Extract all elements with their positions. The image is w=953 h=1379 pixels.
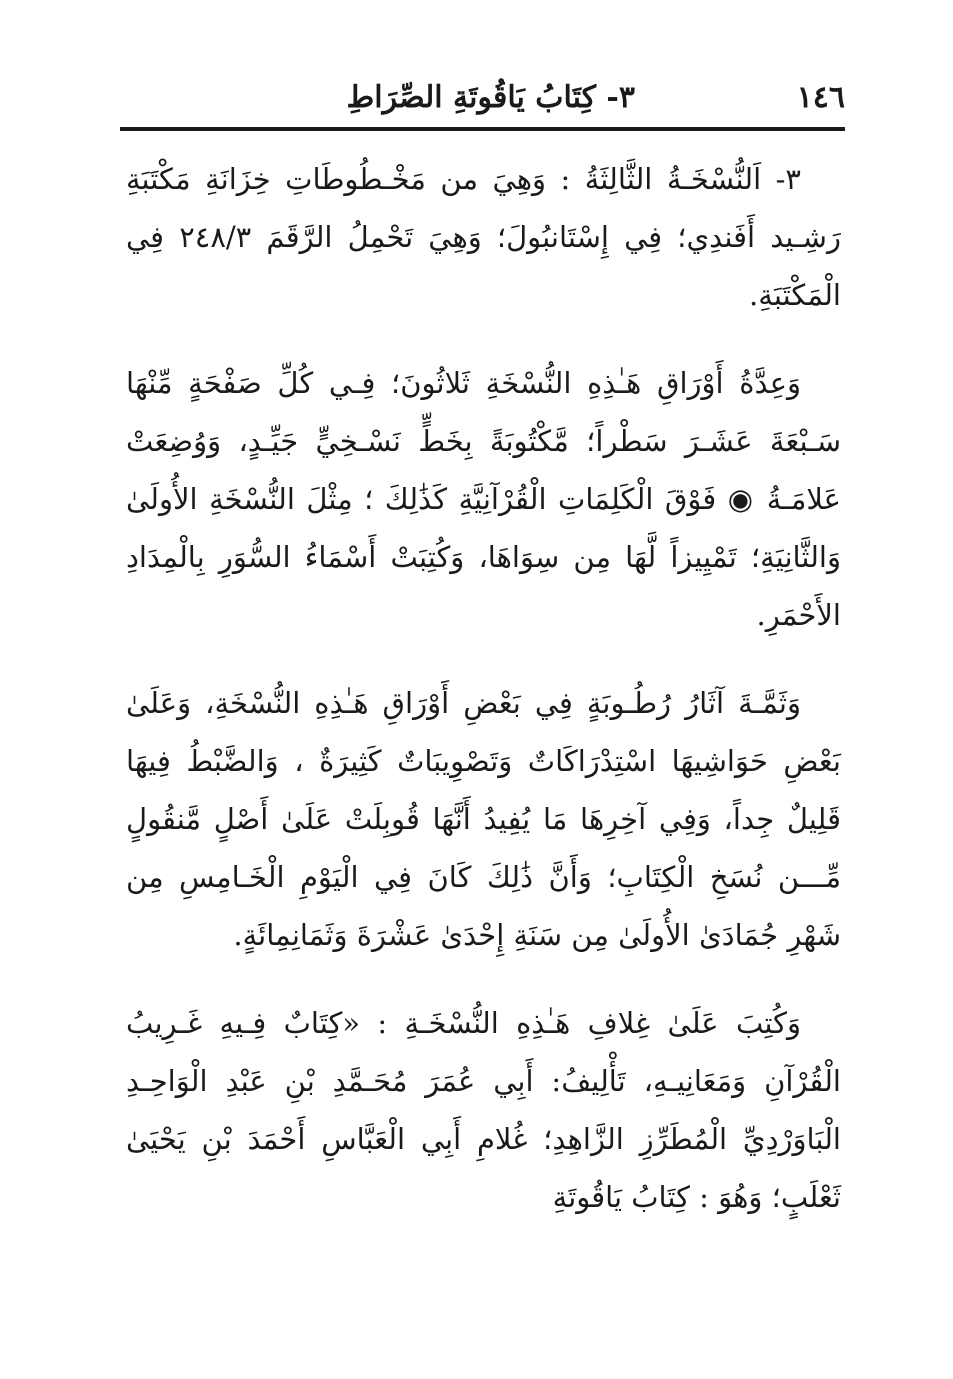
page-header <box>120 76 845 126</box>
running-title: ٣- كِتَابُ يَاقُوتَةِ الصِّرَاطِ <box>346 80 635 115</box>
paragraph-condition-notes: وَثَمَّـةَ آثَارُ رُطُـوبَةٍ فِي بَعْضِ أَوْرَاقِ هَـٰذِهِ النُّسْخَةِ، وَعَلَىٰ بَعْضِ حَوَاشِيهَا اسْتِدْرَاكَاتٌ وَتَصْوِيبَاتٌ كَثِيرَةٌ ، وَالضَّبْطُ فِيهَا قَلِيلٌ جِداً، وَفِي آخِرِهَا مَا يُفِيدُ أَنَّهَا قُوبِلَتْ عَلَىٰ أَصْلٍ مَّنقُولٍ مِّـــن نُسَخِ الْكِتَابِ؛ وَأَنَّ ذَٰلِكَ كَانَ فِي الْيَوْمِ الْخَـامِسِ مِن شَهْرِ جُمَادَىٰ الأُولَىٰ مِن سَنَةِ إِحْدَىٰ عَشْرَةَ وَثَمَانِمِائَةٍ. <box>126 686 841 952</box>
paragraph-third-manuscript: ٣- اَلنُّسْخَـةُ الثَّالِثَةُ : وَهِيَ من مَخْـطُوطَاتِ خِزَانَةِ مَكْتَبَةِ رَشِـيد أَفَندِي؛ فِي إِسْتَانبُولَ؛ وَهِيَ تَحْمِلُ الرَّقَمَ ٢٤٨/٣ فِي الْمَكْتَبَةِ. <box>126 162 841 312</box>
paragraph-folio-description: وَعِدَّةُ أَوْرَاقِ هَـٰذِهِ النُّسْخَةِ ثَلاثُونَ؛ فِـي كُلِّ صَفْحَةٍ مِّنْهَا سَـبْعَةَ عَشَـرَ سَطْراً؛ مَّكْتُوبَةً بِخَطٍّ نَسْـخِيٍّ جَيِّـدٍ، وَوُضِعَتْ عَلامَـةُ ◉ فَوْقَ الْكَلِمَاتِ الْقُرْآنِيَّةِ كَذَٰلِكَ ؛ مِثْلَ النُّسْخَةِ الأُولَىٰ وَالثَّانِيَةِ؛ تَمْيِيزاً لَّهَا مِن سِوَاهَا، وَكُتِبَتْ أَسْمَاءُ السُّوَرِ بِالْمِدَادِ الأَحْمَرِ. <box>126 366 841 632</box>
page-number: ١٤٦ <box>796 80 845 115</box>
header-rule <box>120 127 845 131</box>
body-text <box>126 150 841 1256</box>
paragraph-cover-inscription: وَكُتِبَ عَلَىٰ غِلافِ هَـٰذِهِ النُّسْخَـةِ : «كِتَابٌ فِـيهِ غَـرِيبُ الْقُرْآنِ وَمَعَانِيـهِ، تَأْلِيفُ: أَبِي عُمَرَ مُحَـمَّدِ بْنِ عَبْدِ الْوَاحِـدِ الْبَاوَرْدِيِّ الْمُطَرِّزِ الزَّاهِدِ؛ غُلامِ أَبِي الْعَبَّاسِ أَحْمَدَ بْنِ يَحْيَىٰ ثَعْلَبٍ؛ وَهُوَ : كِتَابُ يَاقُوتَةِ <box>126 1006 841 1214</box>
